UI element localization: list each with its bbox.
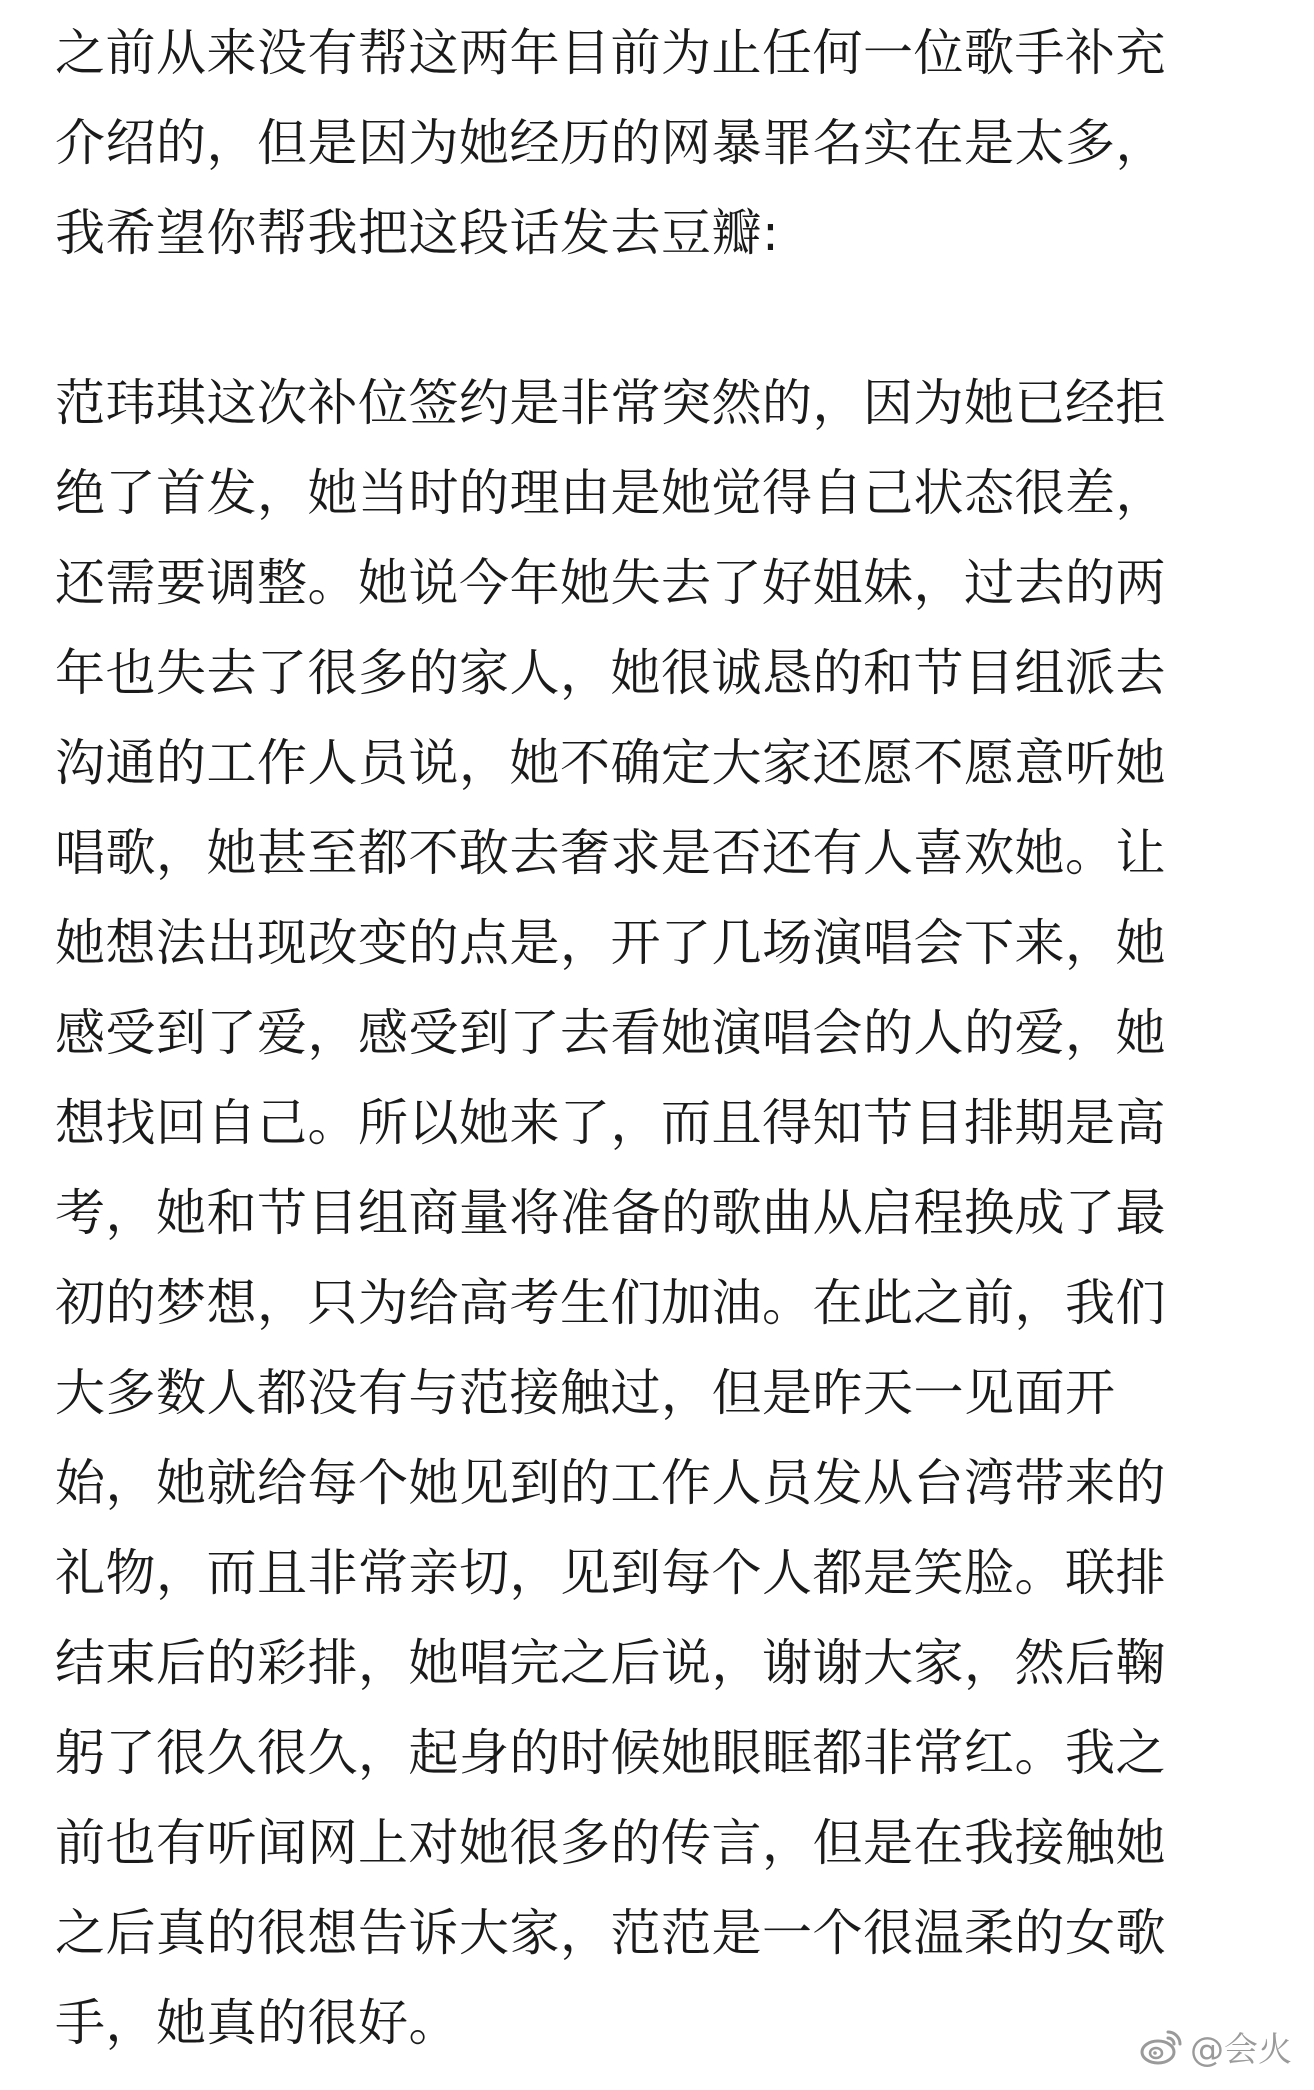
text-line: 考，她和节目组商量将准备的歌曲从启程换成了最: [55, 1184, 1166, 1242]
text-line: 初的梦想，只为给高考生们加油。在此之前，我们: [55, 1274, 1166, 1332]
text-line: 想找回自己。所以她来了，而且得知节目排期是高: [55, 1094, 1166, 1152]
text-line: 前也有听闻网上对她很多的传言，但是在我接触她: [55, 1814, 1166, 1872]
text-line: 始，她就给每个她见到的工作人员发从台湾带来的: [55, 1454, 1166, 1512]
text-line: 我希望你帮我把这段话发去豆瓣:: [55, 204, 780, 262]
text-line: 范玮琪这次补位签约是非常突然的，因为她已经拒: [55, 374, 1166, 432]
text-line: 年也失去了很多的家人，她很诚恳的和节目组派去: [55, 644, 1166, 702]
text-line: 大多数人都没有与范接触过，但是昨天一见面开: [55, 1364, 1116, 1422]
main-paragraph: [55, 358, 1265, 2068]
watermark-text: @会火: [1190, 2029, 1292, 2070]
text-line: 之前从来没有帮这两年目前为止任何一位歌手补充: [55, 24, 1166, 82]
text-line: 介绍的，但是因为她经历的网暴罪名实在是太多，: [55, 114, 1166, 172]
weibo-icon: [1138, 2026, 1184, 2066]
text-line: 结束后的彩排，她唱完之后说，谢谢大家，然后鞠: [55, 1634, 1166, 1692]
text-line: 感受到了爱，感受到了去看她演唱会的人的爱，她: [55, 1004, 1166, 1062]
text-line: 绝了首发，她当时的理由是她觉得自己状态很差，: [55, 464, 1166, 522]
text-line: 躬了很久很久，起身的时候她眼眶都非常红。我之: [55, 1724, 1166, 1782]
text-line: 沟通的工作人员说，她不确定大家还愿不愿意听她: [55, 734, 1166, 792]
text-line: 唱歌，她甚至都不敢去奢求是否还有人喜欢她。让: [55, 824, 1166, 882]
text-line: 她想法出现改变的点是，开了几场演唱会下来，她: [55, 914, 1166, 972]
text-line: 礼物，而且非常亲切，见到每个人都是笑脸。联排: [55, 1544, 1166, 1602]
text-line: 之后真的很想告诉大家，范范是一个很温柔的女歌: [55, 1904, 1166, 1962]
text-line: 还需要调整。她说今年她失去了好姐妹，过去的两: [55, 554, 1166, 612]
text-line: 手，她真的很好。: [55, 1994, 459, 2052]
intro-paragraph: [55, 8, 1265, 278]
weibo-watermark: [1138, 2024, 1292, 2068]
